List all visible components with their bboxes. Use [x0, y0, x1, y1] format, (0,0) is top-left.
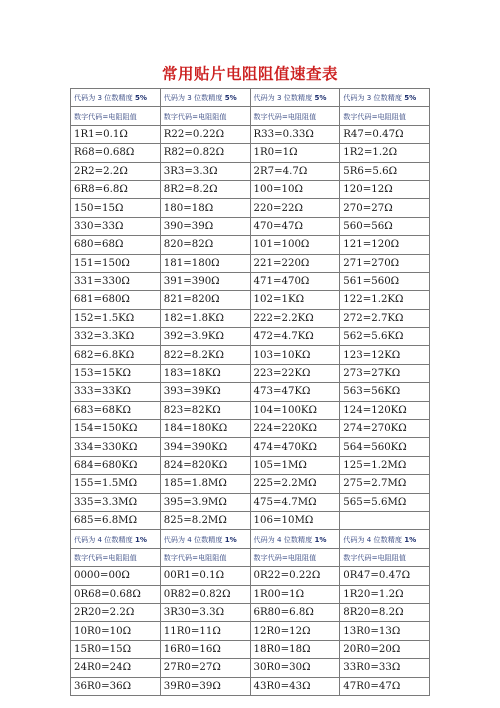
table-cell: 36R0=36Ω	[71, 677, 161, 695]
table-cell: 10R0=10Ω	[71, 622, 161, 640]
header-accuracy: 1%	[224, 534, 237, 544]
table-row	[71, 236, 430, 254]
table-cell: 20R0=20Ω	[340, 640, 430, 658]
table-row	[71, 438, 430, 456]
table-cell: 390=39Ω	[160, 217, 250, 235]
resistor-code-table-body	[71, 89, 430, 696]
table-cell: 685=6.8MΩ	[71, 511, 161, 529]
table-cell: 104=100KΩ	[250, 401, 340, 419]
section-3-digit-header-cell	[340, 89, 430, 107]
table-row	[71, 420, 430, 438]
header-text: 代码为 3 位数精度	[74, 93, 135, 103]
section-3-digit-subheader-row	[71, 107, 430, 125]
table-row	[71, 254, 430, 272]
table-row	[71, 456, 430, 474]
table-cell: 15R0=15Ω	[71, 640, 161, 658]
table-cell: 335=3.3MΩ	[71, 493, 161, 511]
table-row	[71, 217, 430, 235]
table-row	[71, 291, 430, 309]
table-cell: 16R0=16Ω	[160, 640, 250, 658]
section-4-digit-subheader-cell: 数字代码=电阻阻值	[340, 548, 430, 566]
table-cell: 106=10MΩ	[250, 511, 340, 529]
table-row	[71, 346, 430, 364]
table-cell: 392=3.9KΩ	[160, 328, 250, 346]
table-cell: 680=68Ω	[71, 236, 161, 254]
table-cell: 181=180Ω	[160, 254, 250, 272]
section-3-digit-header-cell	[250, 89, 340, 107]
section-3-digit-subheader-cell: 数字代码=电阻阻值	[250, 107, 340, 125]
table-cell: 824=820KΩ	[160, 456, 250, 474]
section-4-digit-header-cell	[250, 530, 340, 548]
table-cell: 394=390KΩ	[160, 438, 250, 456]
table-cell: 124=120KΩ	[340, 401, 430, 419]
table-cell: 47R0=47Ω	[340, 677, 430, 695]
header-accuracy: 5%	[224, 93, 237, 103]
table-cell: 125=1.2MΩ	[340, 456, 430, 474]
section-4-digit-subheader-cell: 数字代码=电阻阻值	[250, 548, 340, 566]
table-cell: 561=560Ω	[340, 272, 430, 290]
table-row	[71, 125, 430, 143]
header-text: 代码为 4 位数精度	[343, 534, 405, 544]
table-cell: 12R0=12Ω	[250, 622, 340, 640]
table-cell: 102=1KΩ	[250, 291, 340, 309]
header-accuracy: 5%	[134, 93, 147, 103]
table-cell: 154=150KΩ	[71, 420, 161, 438]
table-cell: 150=15Ω	[71, 199, 161, 217]
table-cell: 43R0=43Ω	[250, 677, 340, 695]
header-text: 代码为 4 位数精度	[163, 534, 225, 544]
table-row	[71, 144, 430, 162]
section-4-digit-subheader-row	[71, 548, 430, 566]
page-title: 常用贴片电阻阻值速查表	[161, 65, 338, 83]
table-cell: 2R20=2.2Ω	[71, 603, 161, 621]
table-cell: R47=0.47Ω	[340, 125, 430, 143]
table-cell: 684=680KΩ	[71, 456, 161, 474]
table-cell: 0R47=0.47Ω	[340, 567, 430, 585]
table-cell: 681=680Ω	[71, 291, 161, 309]
table-cell: 271=270Ω	[340, 254, 430, 272]
table-cell: 823=82KΩ	[160, 401, 250, 419]
table-cell: 565=5.6MΩ	[340, 493, 430, 511]
table-cell: 121=120Ω	[340, 236, 430, 254]
table-cell: R22=0.22Ω	[160, 125, 250, 143]
table-cell: 155=1.5MΩ	[71, 475, 161, 493]
section-3-digit-subheader-cell: 数字代码=电阻阻值	[340, 107, 430, 125]
table-cell: 220=22Ω	[250, 199, 340, 217]
section-3-digit-header-cell	[160, 89, 250, 107]
table-cell: 475=4.7MΩ	[250, 493, 340, 511]
table-row	[71, 640, 430, 658]
header-text: 代码为 3 位数精度	[343, 93, 405, 103]
table-row	[71, 401, 430, 419]
table-cell: 0000=00Ω	[71, 567, 161, 585]
table-cell: 184=180KΩ	[160, 420, 250, 438]
table-cell: 105=1MΩ	[250, 456, 340, 474]
table-cell: 27R0=27Ω	[160, 659, 250, 677]
table-cell: R68=0.68Ω	[71, 144, 161, 162]
table-cell: 393=39KΩ	[160, 383, 250, 401]
section-4-digit-header-row	[71, 530, 430, 548]
table-cell: 1R1=0.1Ω	[71, 125, 161, 143]
table-cell: 221=220Ω	[250, 254, 340, 272]
table-cell: 334=330KΩ	[71, 438, 161, 456]
table-cell: 185=1.8MΩ	[160, 475, 250, 493]
section-4-digit-header-cell	[160, 530, 250, 548]
section-4-digit-subheader-cell: 数字代码=电阻阻值	[160, 548, 250, 566]
table-row	[71, 475, 430, 493]
header-text: 代码为 3 位数精度	[253, 93, 315, 103]
table-row	[71, 493, 430, 511]
table-row	[71, 328, 430, 346]
table-cell: 122=1.2KΩ	[340, 291, 430, 309]
section-3-digit-subheader-cell: 数字代码=电阻阻值	[160, 107, 250, 125]
table-cell: 24R0=24Ω	[71, 659, 161, 677]
table-cell: 822=8.2KΩ	[160, 346, 250, 364]
header-accuracy: 5%	[404, 93, 417, 103]
table-cell: 274=270KΩ	[340, 420, 430, 438]
table-cell: 18R0=18Ω	[250, 640, 340, 658]
table-cell: 120=12Ω	[340, 180, 430, 198]
resistor-code-table	[70, 88, 430, 696]
table-cell: 152=1.5KΩ	[71, 309, 161, 327]
table-cell: 101=100Ω	[250, 236, 340, 254]
table-cell: 270=27Ω	[340, 199, 430, 217]
table-cell: 6R8=6.8Ω	[71, 180, 161, 198]
table-cell	[340, 511, 430, 529]
table-row	[71, 511, 430, 529]
table-cell: 273=27KΩ	[340, 364, 430, 382]
table-row	[71, 567, 430, 585]
table-cell: 272=2.7KΩ	[340, 309, 430, 327]
table-row	[71, 659, 430, 677]
table-cell: 562=5.6KΩ	[340, 328, 430, 346]
table-cell: 225=2.2MΩ	[250, 475, 340, 493]
table-cell: 471=470Ω	[250, 272, 340, 290]
header-text: 代码为 4 位数精度	[253, 534, 315, 544]
table-cell: 39R0=39Ω	[160, 677, 250, 695]
table-cell: 2R7=4.7Ω	[250, 162, 340, 180]
table-cell: 470=47Ω	[250, 217, 340, 235]
table-cell: 11R0=11Ω	[160, 622, 250, 640]
header-accuracy: 1%	[404, 534, 417, 544]
table-cell: 103=10KΩ	[250, 346, 340, 364]
table-cell: 1R00=1Ω	[250, 585, 340, 603]
table-cell: 1R0=1Ω	[250, 144, 340, 162]
table-cell: 0R22=0.22Ω	[250, 567, 340, 585]
table-cell: 33R0=33Ω	[340, 659, 430, 677]
table-cell: 2R2=2.2Ω	[71, 162, 161, 180]
section-3-digit-subheader-cell: 数字代码=电阻阻值	[71, 107, 161, 125]
table-row	[71, 199, 430, 217]
table-cell: 683=68KΩ	[71, 401, 161, 419]
table-cell: 473=47KΩ	[250, 383, 340, 401]
table-cell: 472=4.7KΩ	[250, 328, 340, 346]
table-cell: 1R20=1.2Ω	[340, 585, 430, 603]
table-cell: 391=390Ω	[160, 272, 250, 290]
table-cell: 0R82=0.82Ω	[160, 585, 250, 603]
table-row	[71, 677, 430, 695]
table-cell: 100=10Ω	[250, 180, 340, 198]
table-cell: 560=56Ω	[340, 217, 430, 235]
table-row	[71, 383, 430, 401]
table-cell: 563=56KΩ	[340, 383, 430, 401]
table-cell: 224=220KΩ	[250, 420, 340, 438]
table-cell: 564=560KΩ	[340, 438, 430, 456]
table-cell: 331=330Ω	[71, 272, 161, 290]
table-cell: 332=3.3KΩ	[71, 328, 161, 346]
header-text: 代码为 3 位数精度	[163, 93, 225, 103]
table-cell: 30R0=30Ω	[250, 659, 340, 677]
table-cell: 5R6=5.6Ω	[340, 162, 430, 180]
section-4-digit-header-cell	[340, 530, 430, 548]
table-cell: 222=2.2KΩ	[250, 309, 340, 327]
section-3-digit-header-cell	[71, 89, 161, 107]
table-cell: R82=0.82Ω	[160, 144, 250, 162]
table-cell: 821=820Ω	[160, 291, 250, 309]
table-cell: 151=150Ω	[71, 254, 161, 272]
table-row	[71, 603, 430, 621]
table-cell: 8R20=8.2Ω	[340, 603, 430, 621]
table-cell: 183=18KΩ	[160, 364, 250, 382]
table-cell: 820=82Ω	[160, 236, 250, 254]
table-cell: 123=12KΩ	[340, 346, 430, 364]
table-cell: 182=1.8KΩ	[160, 309, 250, 327]
table-cell: 333=33KΩ	[71, 383, 161, 401]
table-cell: 682=6.8KΩ	[71, 346, 161, 364]
table-row	[71, 309, 430, 327]
table-cell: 395=3.9MΩ	[160, 493, 250, 511]
header-accuracy: 1%	[314, 534, 327, 544]
table-cell: 330=33Ω	[71, 217, 161, 235]
table-cell: 6R80=6.8Ω	[250, 603, 340, 621]
table-cell: 3R30=3.3Ω	[160, 603, 250, 621]
table-cell: 825=8.2MΩ	[160, 511, 250, 529]
table-cell: 474=470KΩ	[250, 438, 340, 456]
table-row	[71, 180, 430, 198]
table-cell: 13R0=13Ω	[340, 622, 430, 640]
table-row	[71, 272, 430, 290]
table-cell: 3R3=3.3Ω	[160, 162, 250, 180]
table-cell: 153=15KΩ	[71, 364, 161, 382]
section-3-digit-header-row	[71, 89, 430, 107]
table-row	[71, 364, 430, 382]
table-cell: 1R2=1.2Ω	[340, 144, 430, 162]
table-row	[71, 585, 430, 603]
header-text: 代码为 4 位数精度	[74, 534, 135, 544]
header-accuracy: 1%	[134, 534, 147, 544]
table-cell: 8R2=8.2Ω	[160, 180, 250, 198]
table-cell: 0R68=0.68Ω	[71, 585, 161, 603]
section-4-digit-header-cell	[71, 530, 161, 548]
table-cell: 00R1=0.1Ω	[160, 567, 250, 585]
table-cell: R33=0.33Ω	[250, 125, 340, 143]
table-cell: 180=18Ω	[160, 199, 250, 217]
header-accuracy: 5%	[314, 93, 327, 103]
table-row	[71, 622, 430, 640]
table-row	[71, 162, 430, 180]
table-cell: 223=22KΩ	[250, 364, 340, 382]
section-4-digit-subheader-cell: 数字代码=电阻阻值	[71, 548, 161, 566]
table-cell: 275=2.7MΩ	[340, 475, 430, 493]
